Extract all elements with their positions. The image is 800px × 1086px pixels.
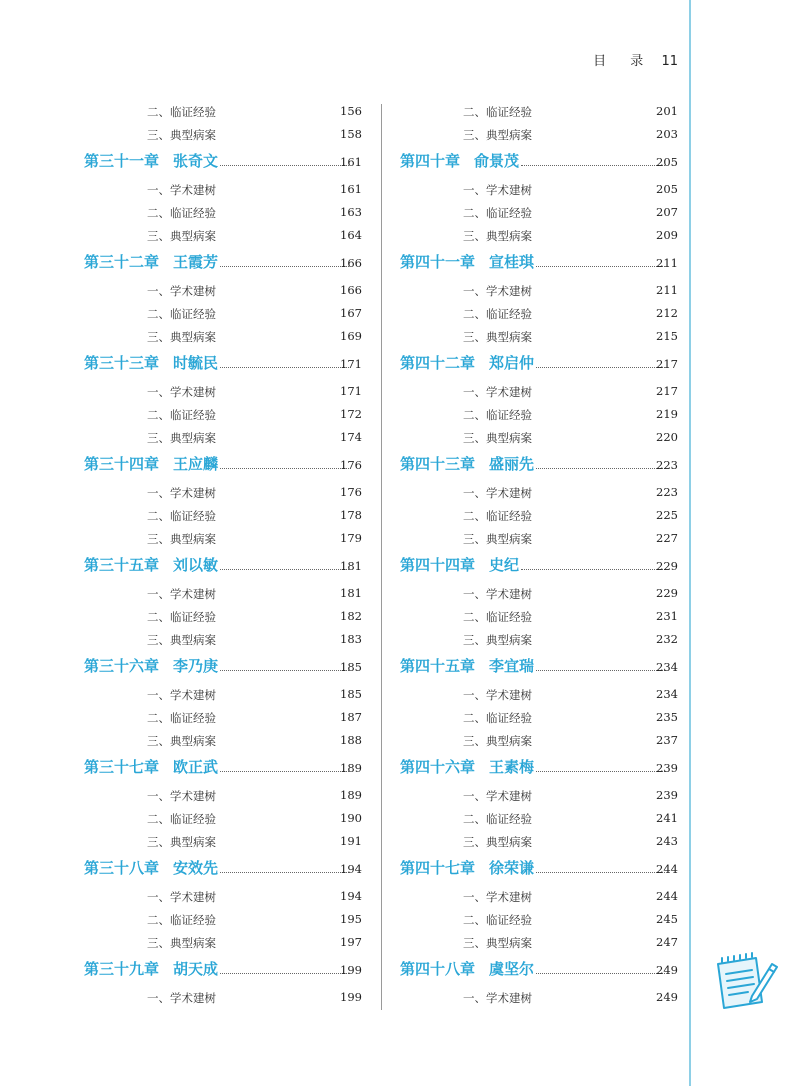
toc-section-entry[interactable] [400,830,695,853]
toc-chapter-entry[interactable] [400,853,695,885]
toc-section-entry[interactable] [84,706,379,729]
page-number: 174 [340,430,362,444]
section-title: 三、典型病案 [147,128,216,142]
toc-section-entry[interactable] [400,931,695,954]
dot-leader [536,972,665,974]
section-title: 三、典型病案 [463,835,532,849]
toc-section-entry[interactable] [84,931,379,954]
toc-section-entry[interactable] [84,908,379,931]
chapter-title [84,251,355,272]
toc-chapter-entry[interactable] [84,449,379,481]
chapter-number: 第四十七章 [400,859,476,877]
chapter-name: 欧正武 [173,758,219,776]
page-number: 205 [656,182,678,196]
dot-leader [220,871,349,873]
chapter-title [400,756,671,777]
dot-leader [220,669,349,671]
page-number: 223 [656,485,678,499]
section-title: 二、临证经验 [463,913,532,927]
page-number: 189 [340,761,362,775]
toc-chapter-entry[interactable] [84,247,379,279]
toc-section-entry[interactable] [84,885,379,908]
toc-section-entry[interactable] [84,628,379,651]
section-title: 三、典型病案 [147,936,216,950]
toc-section-entry[interactable] [84,830,379,853]
section-title: 三、典型病案 [463,330,532,344]
page-header [593,50,678,69]
chapter-number: 第四十六章 [400,758,476,776]
toc-section-entry[interactable] [84,807,379,830]
chapter-number: 第四十一章 [400,253,476,271]
section-title: 二、临证经验 [463,307,532,321]
chapter-name: 虞坚尔 [489,960,535,978]
dot-leader [536,669,665,671]
page-number: 172 [340,407,362,421]
page-number: 207 [656,205,678,219]
dot-leader [536,871,665,873]
chapter-number: 第三十七章 [84,758,160,776]
dot-leader [220,265,349,267]
toc-chapter-entry[interactable] [84,651,379,683]
section-title: 一、学术建树 [147,991,216,1005]
toc-section-entry[interactable] [400,729,695,752]
chapter-title [84,453,355,474]
toc-chapter-entry[interactable] [84,954,379,986]
page-number: 197 [340,935,362,949]
toc-chapter-entry[interactable] [400,550,695,582]
toc-chapter-entry[interactable] [84,348,379,380]
notepad-pencil-icon [712,950,778,1016]
chapter-number: 第四十四章 [400,556,476,574]
toc-left-column [84,100,379,1009]
chapter-name: 徐荣谦 [489,859,535,877]
section-title: 一、学术建树 [147,789,216,803]
chapter-number: 第三十三章 [84,354,160,372]
chapter-number: 第三十二章 [84,253,160,271]
chapter-number: 第三十六章 [84,657,160,675]
section-title: 三、典型病案 [147,532,216,546]
chapter-name: 王霞芳 [173,253,219,271]
section-title: 一、学术建树 [147,486,216,500]
section-title: 一、学术建树 [463,688,532,702]
chapter-title [400,352,671,373]
page-number: 194 [340,889,362,903]
chapter-name: 俞景茂 [474,152,520,170]
page-number: 167 [340,306,362,320]
section-title: 三、典型病案 [463,633,532,647]
page-number: 205 [656,155,678,169]
toc-section-entry[interactable] [84,986,379,1009]
chapter-title [400,554,671,575]
toc-section-entry[interactable] [84,224,379,247]
toc-section-entry[interactable] [400,504,695,527]
section-title: 三、典型病案 [147,835,216,849]
toc-chapter-entry[interactable] [84,853,379,885]
chapter-name: 盛丽先 [489,455,535,473]
page-number: 179 [340,531,362,545]
page-number: 187 [340,710,362,724]
toc-section-entry[interactable] [84,426,379,449]
section-title: 三、典型病案 [463,734,532,748]
page-number: 223 [656,458,678,472]
chapter-title [400,150,671,171]
section-title: 二、临证经验 [147,711,216,725]
page-number: 243 [656,834,678,848]
dot-leader [220,972,349,974]
page-number: 185 [340,660,362,674]
section-title: 三、典型病案 [147,734,216,748]
section-title: 一、学术建树 [463,789,532,803]
chapter-number: 第三十四章 [84,455,160,473]
page-number: 176 [340,485,362,499]
header-page-number: 11 [661,54,678,69]
toc-section-entry[interactable] [84,481,379,504]
chapter-title [84,150,355,171]
chapter-title [400,655,671,676]
chapter-number: 第三十一章 [84,152,160,170]
toc-chapter-entry[interactable] [400,954,695,986]
section-title: 二、临证经验 [147,913,216,927]
page-number: 161 [340,182,362,196]
toc-section-entry[interactable] [400,403,695,426]
toc-chapter-entry[interactable] [84,146,379,178]
section-title: 二、临证经验 [147,408,216,422]
page-number: 190 [340,811,362,825]
dot-leader [536,770,665,772]
page-number: 181 [340,586,362,600]
page-number: 225 [656,508,678,522]
section-title: 一、学术建树 [463,587,532,601]
section-title: 二、临证经验 [463,408,532,422]
section-title: 二、临证经验 [147,307,216,321]
chapter-name: 刘以敏 [173,556,219,574]
page-number: 163 [340,205,362,219]
dot-leader [521,164,665,166]
page-number: 201 [656,104,678,118]
section-title: 三、典型病案 [147,633,216,647]
chapter-title [400,958,671,979]
toc-section-entry[interactable] [400,279,695,302]
toc-section-entry[interactable] [84,729,379,752]
page-number: 211 [656,256,678,270]
section-title: 一、学术建树 [147,183,216,197]
page-number: 249 [656,990,678,1004]
page-number: 191 [340,834,362,848]
toc-chapter-entry[interactable] [400,348,695,380]
section-title: 一、学术建树 [463,890,532,904]
page-number: 244 [656,889,678,903]
chapter-name: 李宜瑞 [489,657,535,675]
page-number: 166 [340,256,362,270]
toc-chapter-entry[interactable] [400,651,695,683]
toc-section-entry[interactable] [400,178,695,201]
toc-section-entry[interactable] [84,201,379,224]
toc-section-entry[interactable] [84,582,379,605]
dot-leader [220,366,349,368]
dot-leader [536,366,665,368]
page-number: 166 [340,283,362,297]
section-title: 三、典型病案 [147,330,216,344]
toc-section-entry[interactable] [400,224,695,247]
chapter-title [84,352,355,373]
toc-section-entry[interactable] [400,380,695,403]
toc-section-entry[interactable] [400,302,695,325]
page-number: 158 [340,127,362,141]
toc-section-entry[interactable] [84,784,379,807]
page-number: 203 [656,127,678,141]
toc-section-entry[interactable] [84,605,379,628]
toc-section-entry[interactable] [400,582,695,605]
toc-chapter-entry[interactable] [400,752,695,784]
section-title: 三、典型病案 [463,532,532,546]
page-number: 217 [656,384,678,398]
toc-section-entry[interactable] [84,100,379,123]
toc-section-entry[interactable] [84,403,379,426]
page-number: 189 [340,788,362,802]
page-number: 244 [656,862,678,876]
toc-section-entry[interactable] [84,178,379,201]
chapter-name: 宣桂琪 [489,253,535,271]
toc-section-entry[interactable] [400,605,695,628]
page-number: 215 [656,329,678,343]
page-number: 239 [656,788,678,802]
page-number: 183 [340,632,362,646]
toc-section-entry[interactable] [400,100,695,123]
section-title: 一、学术建树 [147,284,216,298]
section-title: 一、学术建树 [147,385,216,399]
chapter-number: 第四十章 [400,152,461,170]
page-number: 209 [656,228,678,242]
chapter-title [84,655,355,676]
toc-chapter-entry[interactable] [84,752,379,784]
chapter-number: 第三十九章 [84,960,160,978]
section-title: 二、临证经验 [147,509,216,523]
toc-section-entry[interactable] [84,380,379,403]
toc-chapter-entry[interactable] [400,146,695,178]
toc-section-entry[interactable] [400,325,695,348]
page-number: 212 [656,306,678,320]
toc-section-entry[interactable] [84,527,379,550]
section-title: 一、学术建树 [147,688,216,702]
page-number: 171 [340,357,362,371]
page-number: 232 [656,632,678,646]
page-number: 178 [340,508,362,522]
chapter-title [84,857,355,878]
toc-section-entry[interactable] [400,481,695,504]
toc-section-entry[interactable] [84,325,379,348]
section-title: 二、临证经验 [463,206,532,220]
page-number: 199 [340,990,362,1004]
chapter-name: 张奇文 [173,152,219,170]
chapter-name: 郑启仲 [489,354,535,372]
page-number: 227 [656,531,678,545]
section-title: 一、学术建树 [147,890,216,904]
toc-section-entry[interactable] [400,706,695,729]
chapter-name: 李乃庚 [173,657,219,675]
dot-leader [220,770,349,772]
section-title: 一、学术建树 [147,587,216,601]
page-number: 229 [656,586,678,600]
chapter-number: 第三十八章 [84,859,160,877]
chapter-title [400,453,671,474]
section-title: 二、临证经验 [147,610,216,624]
chapter-title [400,251,671,272]
toc-section-entry[interactable] [400,908,695,931]
chapter-title [400,857,671,878]
section-title: 三、典型病案 [463,936,532,950]
chapter-number: 第四十三章 [400,455,476,473]
toc-section-entry[interactable] [84,279,379,302]
section-title: 二、临证经验 [147,812,216,826]
section-title: 二、临证经验 [463,812,532,826]
chapter-name: 胡天成 [173,960,219,978]
dot-leader [536,467,665,469]
page-number: 161 [340,155,362,169]
toc-section-entry[interactable] [400,986,695,1009]
page-number: 245 [656,912,678,926]
chapter-number: 第三十五章 [84,556,160,574]
page-number: 188 [340,733,362,747]
page-number: 239 [656,761,678,775]
chapter-name: 王素梅 [489,758,535,776]
dot-leader [220,164,349,166]
toc-section-entry[interactable] [400,527,695,550]
page-number: 229 [656,559,678,573]
page-number: 219 [656,407,678,421]
page-number: 176 [340,458,362,472]
toc-chapter-entry[interactable] [400,449,695,481]
toc-section-entry[interactable] [84,123,379,146]
page-number: 234 [656,687,678,701]
chapter-title [84,958,355,979]
page-number: 234 [656,660,678,674]
toc-section-entry[interactable] [400,683,695,706]
section-title: 三、典型病案 [463,128,532,142]
page-number: 199 [340,963,362,977]
dot-leader [536,265,665,267]
toc-section-entry[interactable] [84,302,379,325]
section-title: 二、临证经验 [463,711,532,725]
chapter-title [84,554,355,575]
page-number: 217 [656,357,678,371]
toc-section-entry[interactable] [400,885,695,908]
section-title: 二、临证经验 [463,610,532,624]
page-number: 185 [340,687,362,701]
section-title: 一、学术建树 [463,991,532,1005]
chapter-name: 安效先 [173,859,219,877]
section-title: 三、典型病案 [463,229,532,243]
page-number: 156 [340,104,362,118]
toc-section-entry[interactable] [400,426,695,449]
toc-section-entry[interactable] [400,201,695,224]
page-number: 181 [340,559,362,573]
chapter-name: 史纪 [489,556,520,574]
section-title: 一、学术建树 [463,486,532,500]
chapter-number: 第四十二章 [400,354,476,372]
section-title: 三、典型病案 [463,431,532,445]
toc-section-entry[interactable] [400,807,695,830]
page-number: 235 [656,710,678,724]
page-number: 195 [340,912,362,926]
page-number: 220 [656,430,678,444]
dot-leader [220,467,349,469]
page-number: 247 [656,935,678,949]
toc-section-entry[interactable] [84,683,379,706]
page-number: 211 [656,283,678,297]
toc-section-entry[interactable] [400,628,695,651]
toc-chapter-entry[interactable] [84,550,379,582]
toc-section-entry[interactable] [84,504,379,527]
section-title: 二、临证经验 [463,105,532,119]
chapter-number: 第四十五章 [400,657,476,675]
page-number: 182 [340,609,362,623]
toc-section-entry[interactable] [400,123,695,146]
page-number: 241 [656,811,678,825]
header-label: 目 录 [593,54,654,69]
chapter-title [84,756,355,777]
section-title: 一、学术建树 [463,183,532,197]
page-number: 164 [340,228,362,242]
section-title: 二、临证经验 [463,509,532,523]
section-title: 三、典型病案 [147,431,216,445]
toc-right-column [400,100,695,1009]
page-number: 194 [340,862,362,876]
toc-chapter-entry[interactable] [400,247,695,279]
chapter-number: 第四十八章 [400,960,476,978]
section-title: 一、学术建树 [463,284,532,298]
page-number: 249 [656,963,678,977]
toc-section-entry[interactable] [400,784,695,807]
chapter-name: 时毓民 [173,354,219,372]
dot-leader [521,568,665,570]
section-title: 三、典型病案 [147,229,216,243]
chapter-name: 王应麟 [173,455,219,473]
page-number: 171 [340,384,362,398]
page-number: 237 [656,733,678,747]
section-title: 二、临证经验 [147,105,216,119]
dot-leader [220,568,349,570]
section-title: 二、临证经验 [147,206,216,220]
section-title: 一、学术建树 [463,385,532,399]
page-number: 231 [656,609,678,623]
column-divider [381,104,382,1010]
page-number: 169 [340,329,362,343]
